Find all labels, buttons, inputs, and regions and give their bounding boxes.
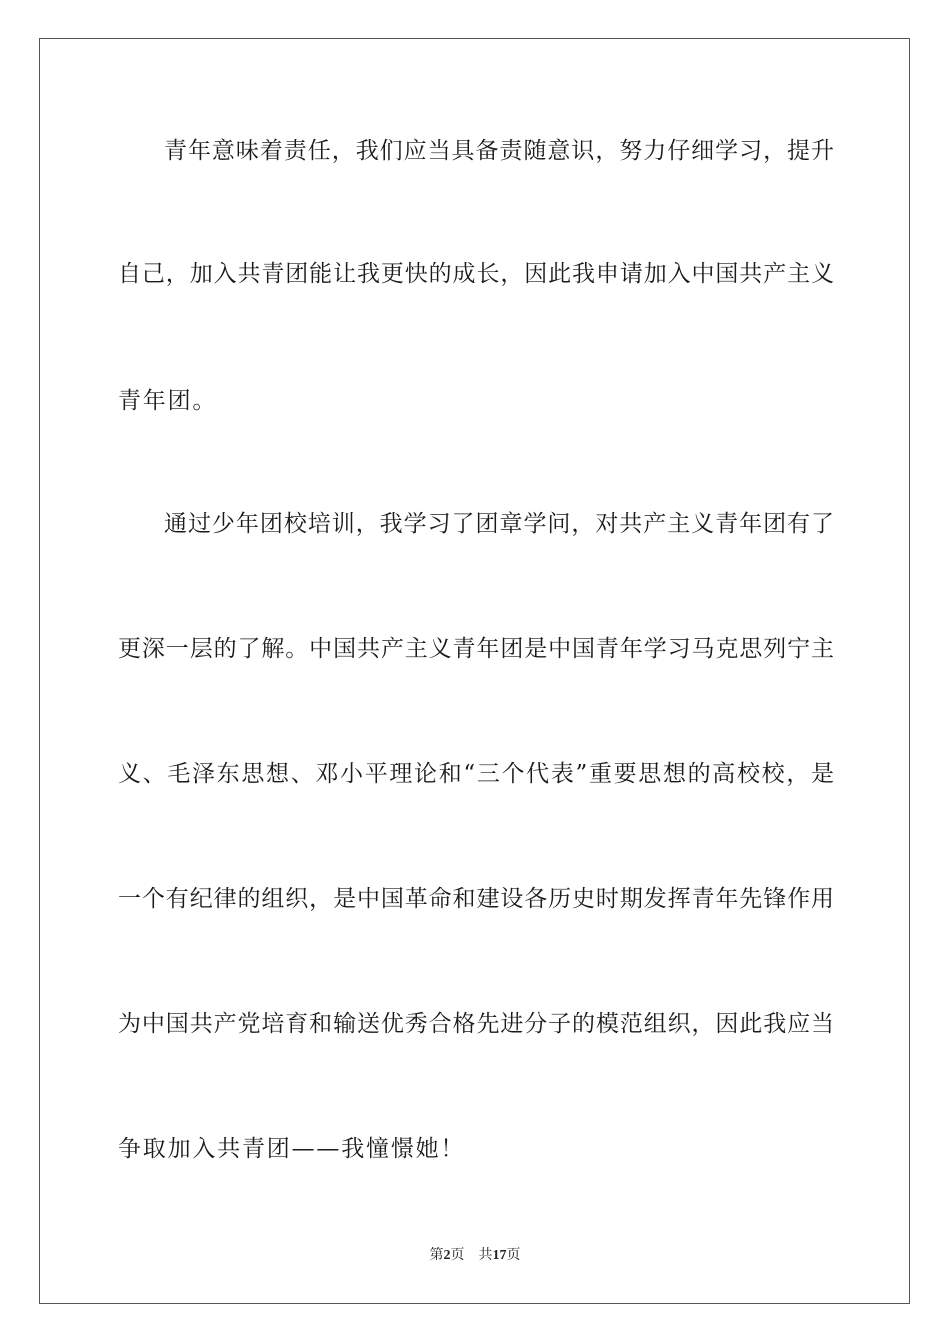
total-pages: 17 <box>492 1248 507 1263</box>
page-suffix: 页 <box>450 1248 465 1263</box>
page-prefix: 第 <box>429 1248 444 1263</box>
paragraph-2-line-4: 一个有纪律的组织，是中国革命和建设各历史时期发挥青年先锋作用 <box>118 886 834 912</box>
page-border <box>39 38 910 1304</box>
paragraph-2-line-2: 更深一层的了解。中国共产主义青年团是中国青年学习马克思列宁主 <box>118 636 834 662</box>
paragraph-2-line-5: 为中国共产党培育和输送优秀合格先进分子的模范组织，因此我应当 <box>118 1011 834 1037</box>
paragraph-1-line-1: 青年意味着责任，我们应当具备责随意识，努力仔细学习，提升 <box>164 138 834 164</box>
page-number: 2 <box>443 1248 451 1263</box>
paragraph-2-line-1: 通过少年团校培训，我学习了团章学问，对共产主义青年团有了 <box>164 511 834 537</box>
paragraph-1-line-3: 青年团。 <box>118 388 218 414</box>
paragraph-2-line-6: 争取加入共青团——我憧憬她！ <box>118 1136 466 1162</box>
total-suffix: 页 <box>506 1248 521 1263</box>
total-prefix: 共 <box>478 1248 493 1263</box>
page-footer <box>0 1247 950 1265</box>
paragraph-2-line-3: 义、毛泽东思想、邓小平理论和“三个代表”重要思想的高校校，是 <box>118 761 834 787</box>
paragraph-1-line-2: 自己，加入共青团能让我更快的成长，因此我申请加入中国共产主义 <box>118 261 834 287</box>
